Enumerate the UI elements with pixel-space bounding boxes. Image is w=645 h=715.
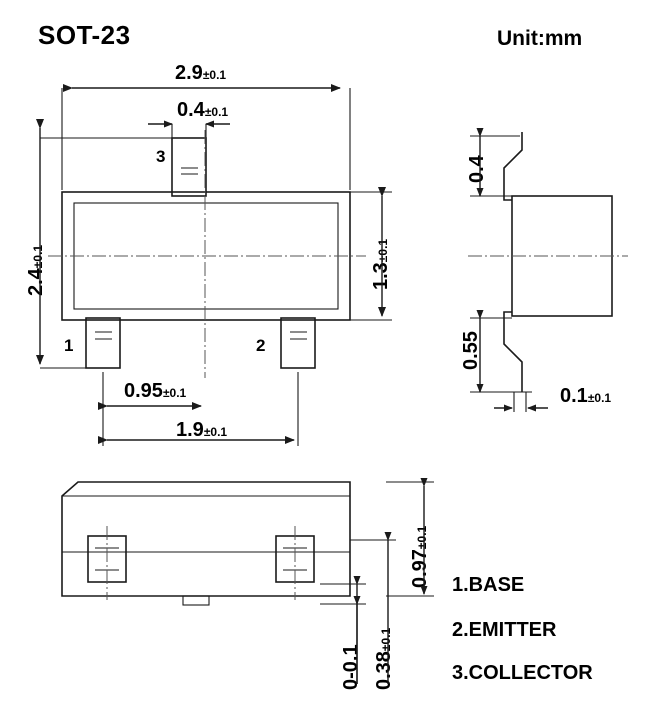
dim-front-lead-height: 0.38±0.1 (373, 627, 395, 690)
front-view-drawing (62, 482, 434, 684)
pin-label-2: 2 (256, 336, 266, 355)
dim-top-total-height: 2.4±0.1 (25, 244, 47, 296)
side-view-drawing (468, 132, 628, 412)
dim-top-width: 2.9±0.1 (175, 62, 227, 84)
dim-top-body-height: 1.3±0.1 (370, 238, 392, 290)
dim-front-seating-plane: 0-0.1 (340, 644, 362, 690)
dim-pin3-width: 0.4±0.1 (177, 99, 229, 121)
dim-side-standoff: 0.55 (460, 331, 482, 370)
top-view-drawing (40, 88, 392, 446)
dim-front-body-height: 0.97±0.1 (409, 525, 431, 588)
legend-item-emitter: 2.EMITTER (452, 619, 557, 641)
legend-item-base: 1.BASE (452, 574, 525, 596)
legend-item-collector: 3.COLLECTOR (452, 662, 593, 684)
pin-label-3: 3 (156, 147, 166, 166)
dim-side-lead-top: 0.4 (466, 155, 488, 183)
dim-pin-pitch: 0.95±0.1 (124, 380, 187, 402)
dim-pin-span: 1.9±0.1 (176, 419, 228, 441)
pin-label-1: 1 (64, 336, 74, 355)
unit-label: Unit:mm (497, 27, 583, 50)
dim-side-lead-thickness: 0.1±0.1 (560, 385, 612, 407)
package-title: SOT-23 (38, 20, 131, 50)
